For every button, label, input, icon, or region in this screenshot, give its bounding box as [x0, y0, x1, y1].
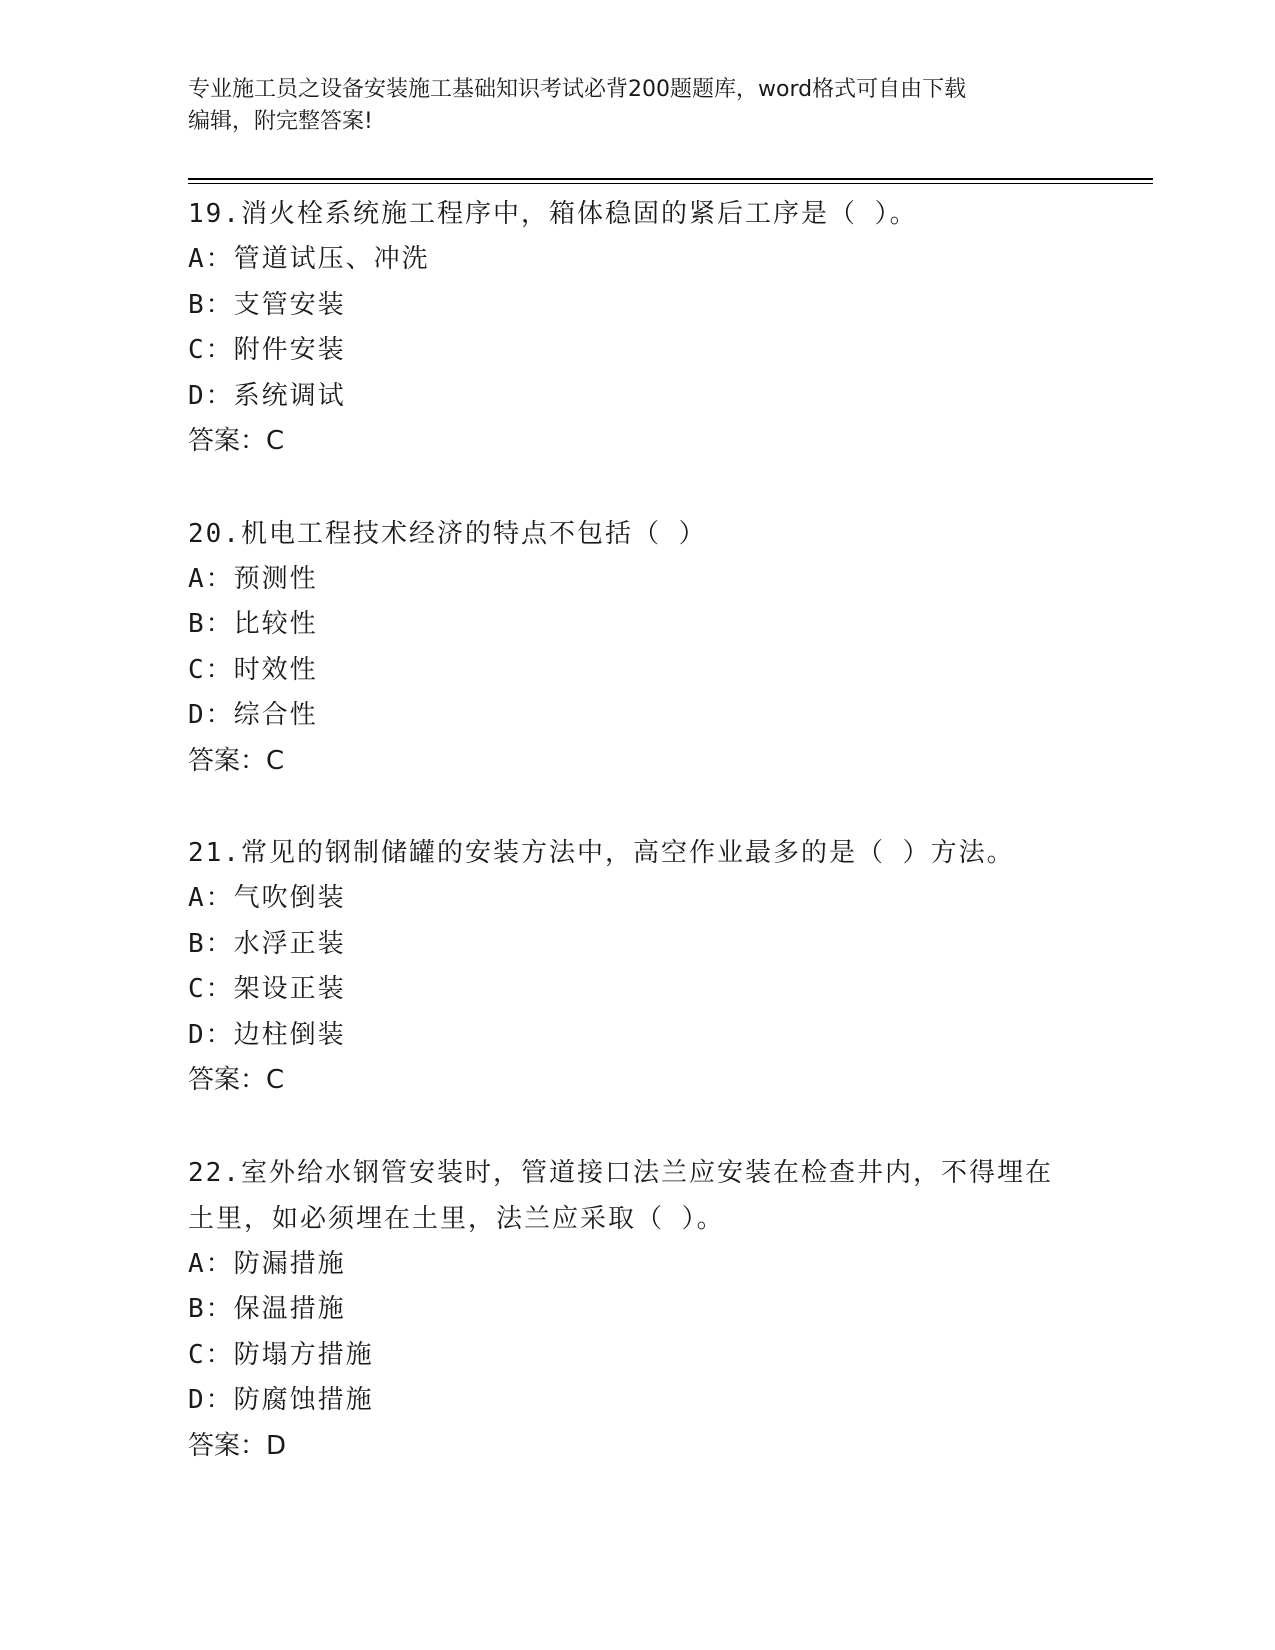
- option-a: A：管道试压、冲洗: [188, 244, 430, 274]
- question-block: [188, 1150, 1148, 1470]
- header-line-1: 专业施工员之设备安装施工基础知识考试必背200题题库，word格式可自由下载: [188, 77, 967, 102]
- answer-line: 答案：C: [188, 745, 285, 776]
- question-title: 19.消火栓系统施工程序中，箱体稳固的紧后工序是（ ）。: [188, 199, 918, 229]
- option-c: C：架设正装: [188, 974, 346, 1004]
- question-block: [188, 511, 1148, 785]
- header-divider-thin: [188, 183, 1153, 184]
- answer-line: 答案：C: [188, 1065, 285, 1095]
- header-line-2: 编辑，附完整答案!: [188, 109, 373, 134]
- question-gap: [188, 1104, 1148, 1150]
- answer-line: 答案：C: [188, 426, 285, 456]
- option-b: B：保温措施: [188, 1294, 346, 1324]
- option-d: D：防腐蚀措施: [188, 1385, 374, 1415]
- option-b: B：比较性: [188, 609, 318, 639]
- option-d: D：系统调试: [188, 380, 346, 411]
- question-block: [188, 191, 1148, 465]
- question-list: [188, 191, 1148, 1469]
- option-a: A：预测性: [188, 563, 318, 594]
- option-a: A：气吹倒装: [188, 883, 346, 913]
- header-divider-thick: [188, 178, 1153, 180]
- question-title: 20.机电工程技术经济的特点不包括（ ）: [188, 518, 707, 549]
- option-a: A：防漏措施: [188, 1248, 346, 1279]
- answer-line: 答案：D: [188, 1430, 287, 1461]
- question-title-line-2: 土里，如必须埋在土里，法兰应采取（ ）。: [188, 1203, 725, 1234]
- option-c: C：防塌方措施: [188, 1339, 374, 1370]
- document-header: [188, 74, 1088, 138]
- option-d: D：边柱倒装: [188, 1019, 346, 1050]
- option-c: C：附件安装: [188, 335, 346, 365]
- option-b: B：支管安装: [188, 289, 346, 320]
- question-block: [188, 830, 1148, 1104]
- option-c: C：时效性: [188, 654, 318, 685]
- question-gap: [188, 784, 1148, 830]
- question-title-line-1: 22.室外给水钢管安装时，管道接口法兰应安装在检查井内，不得埋在: [188, 1157, 1053, 1188]
- option-b: B：水浮正装: [188, 928, 346, 959]
- question-title: 21.常见的钢制储罐的安装方法中，高空作业最多的是（ ）方法。: [188, 838, 1015, 868]
- option-d: D：综合性: [188, 700, 318, 730]
- question-gap: [188, 465, 1148, 511]
